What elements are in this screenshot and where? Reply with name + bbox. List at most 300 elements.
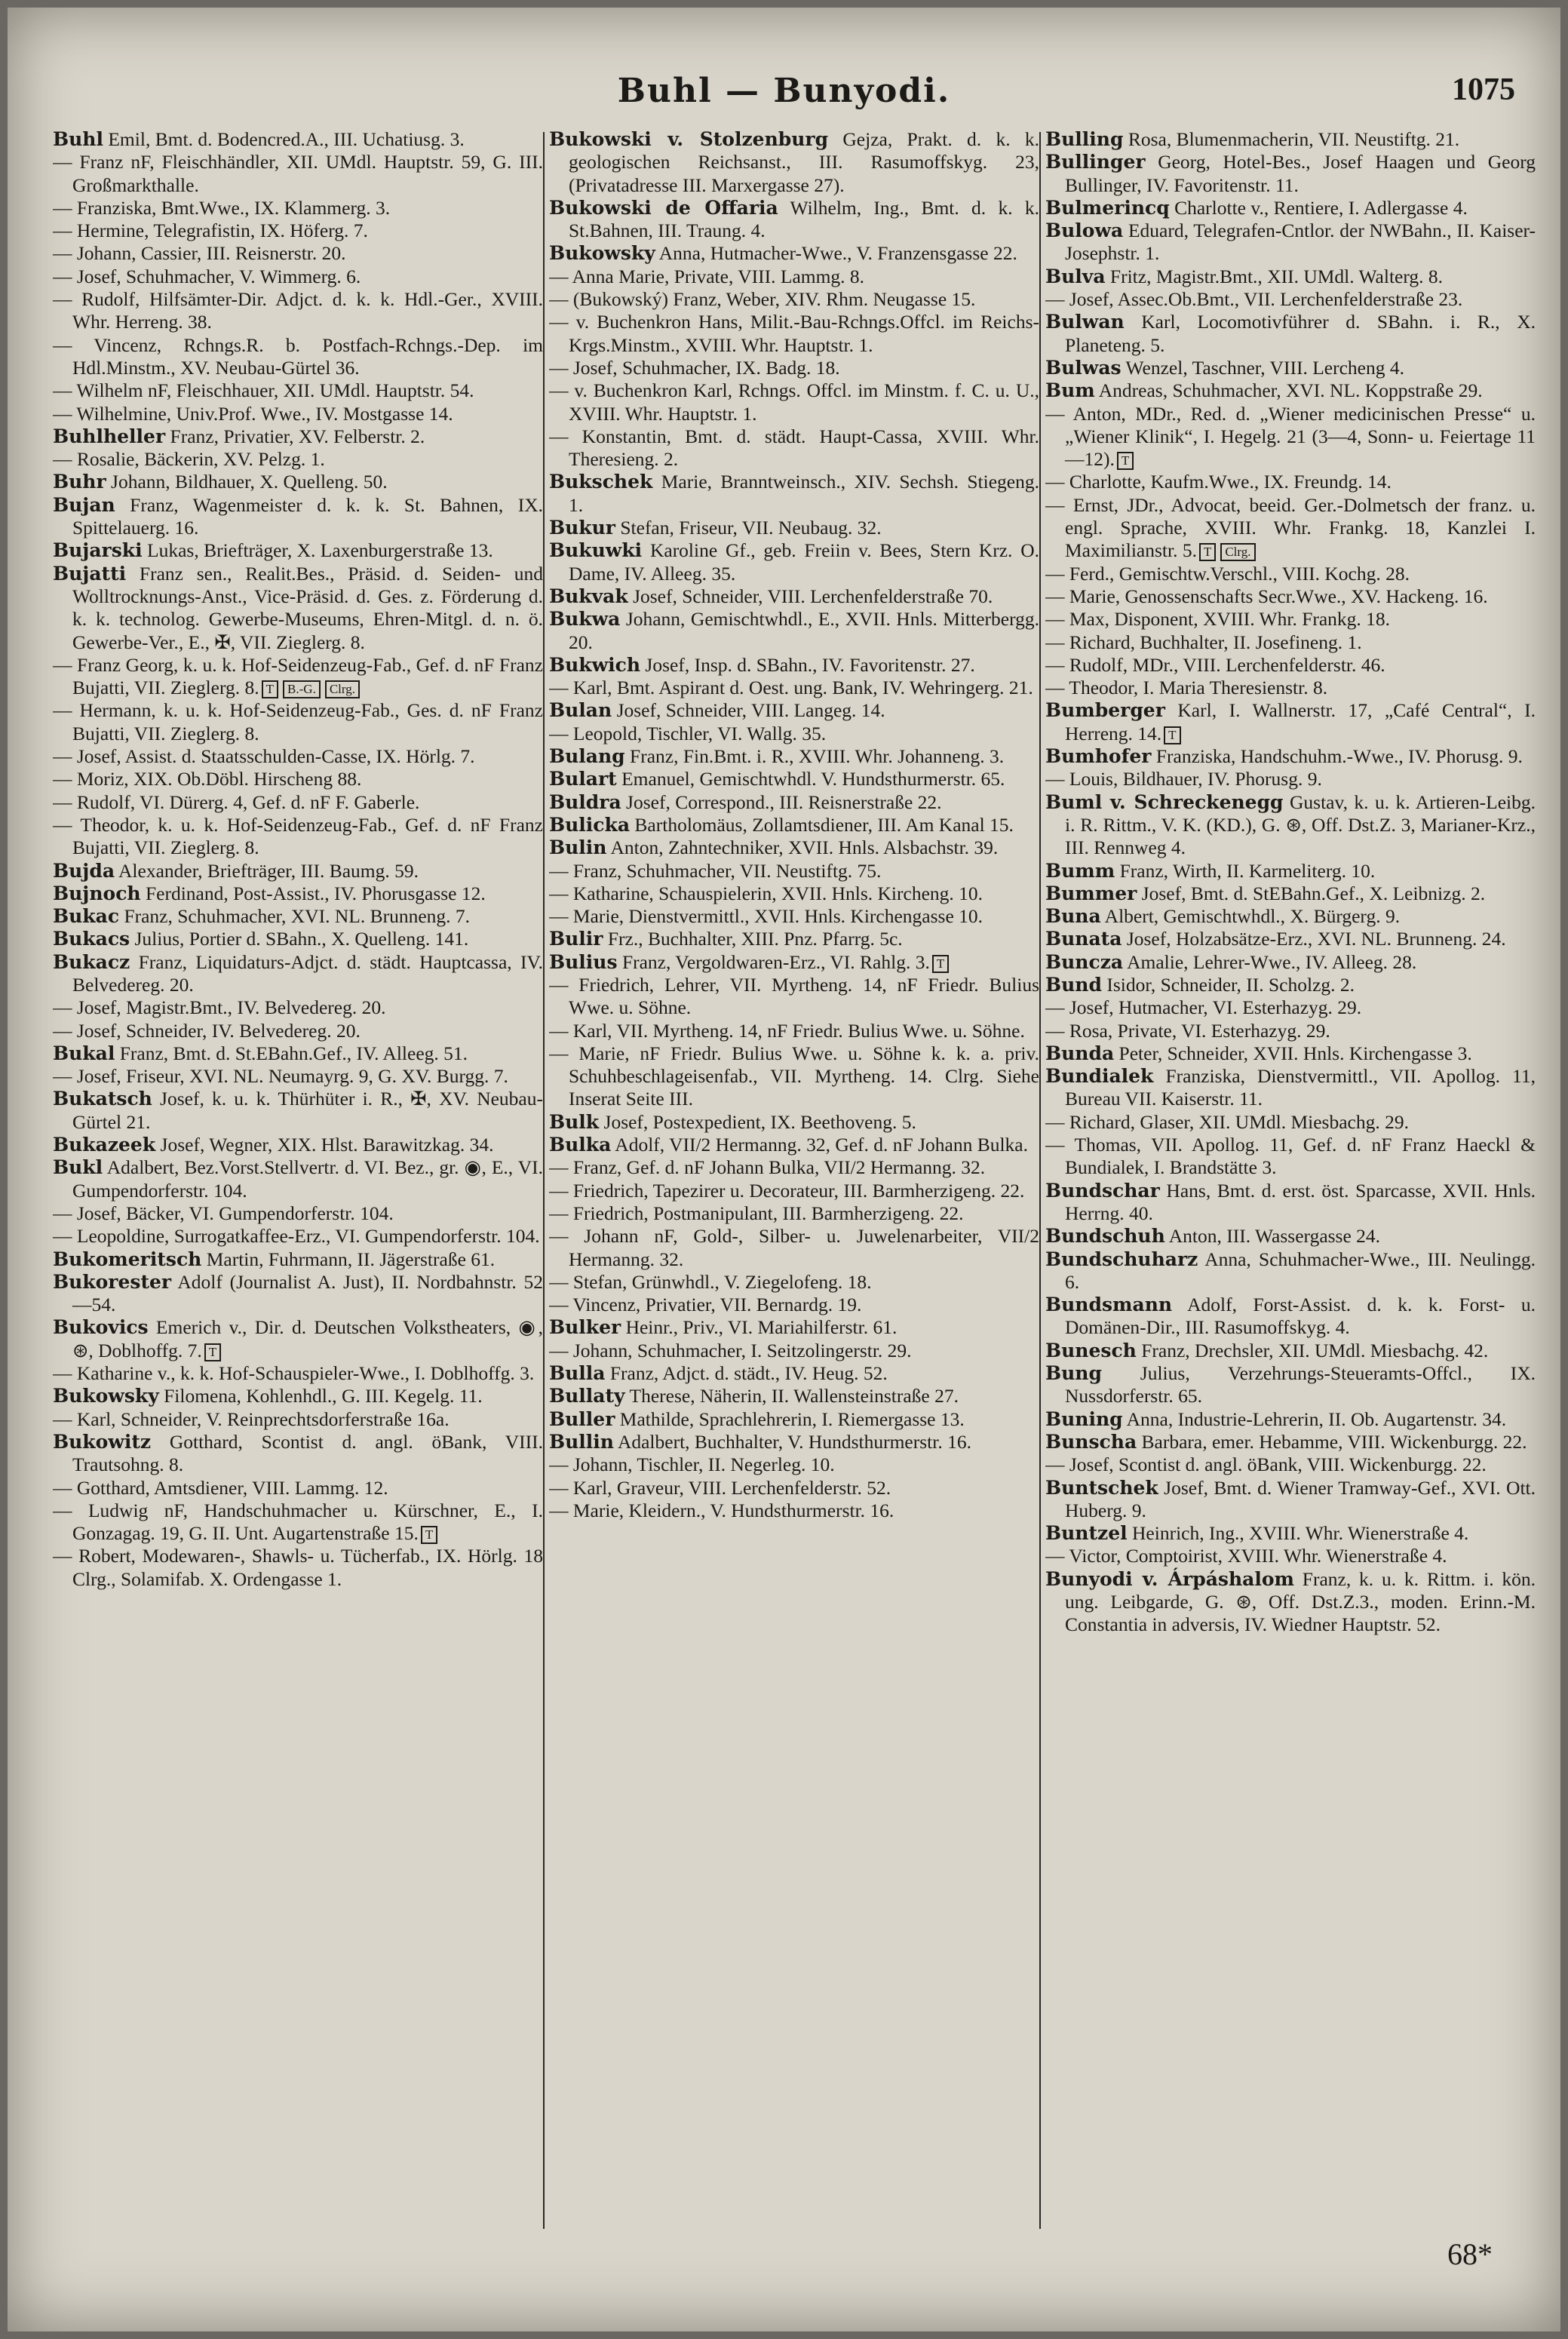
directory-entry xyxy=(549,585,1039,608)
entry-surname: Bundschuharz xyxy=(1045,1248,1198,1270)
entry-details: Josef, Bmt. d. Wiener Tramway-Gef., XVI. Ott. Huberg. 9. xyxy=(1065,1476,1536,1521)
directory-entry xyxy=(549,814,1039,836)
entry-surname: Buntzel xyxy=(1045,1522,1128,1545)
entry-details: — Josef, Hutmacher, VI. Esterhazyg. 29. xyxy=(1045,996,1362,1019)
entry-details: Josef, Insp. d. SBahn., IV. Favoritenstr. 27. xyxy=(640,653,975,676)
entry-details: Marie, Branntweinsch., XIV. Sechsh. Stiegeng. 1. xyxy=(569,471,1039,516)
entry-details: — Stefan, Grünwhdl., V. Ziegelofeng. 18. xyxy=(549,1270,872,1293)
entry-tag: T xyxy=(932,955,949,973)
entry-details: Emil, Bmt. d. Bodencred.A., III. Uchatiusg. 3. xyxy=(103,128,465,150)
entry-tag: T xyxy=(1199,543,1216,561)
entry-surname: Bukovics xyxy=(53,1316,149,1339)
page-header xyxy=(8,72,1560,124)
entry-details: Karl, Locomotivführer d. SBahn. i. R., X. Planeteng. 5. xyxy=(1065,311,1536,356)
directory-entry xyxy=(1045,128,1536,151)
entry-details: — Robert, Modewaren-, Shawls- u. Tücherfab., IX. Hörlg. 18 Clrg., Solamifab. X. Ordengasse 1. xyxy=(53,1545,543,1590)
directory-entry xyxy=(53,928,543,950)
entry-details: Franziska, Dienstvermittl., VII. Apollog. 11, Bureau VII. Kaiserstr. 11. xyxy=(1065,1065,1536,1110)
entry-details: Josef, Schneider, VIII. Langeg. 14. xyxy=(612,699,885,722)
entry-details: — Ernst, JDr., Advocat, beeid. Ger.-Dolmetsch der franz. u. engl. Sprache, XVIII. Whr. Frankg. 18, Kanzlei I. Maximilianstr. 5. xyxy=(1045,493,1536,562)
entry-surname: Bujatti xyxy=(53,562,127,585)
entry-surname: Bung xyxy=(1045,1362,1102,1385)
entry-details: — Josef, Assist. d. Staatsschulden-Casse, IX. Hörlg. 7. xyxy=(53,745,475,768)
entry-surname: Bukl xyxy=(53,1156,103,1179)
directory-entry xyxy=(549,791,1039,814)
directory-entry xyxy=(1045,608,1536,631)
entry-details: Albert, Gemischtwhdl., X. Bürgerg. 9. xyxy=(1100,905,1401,928)
entry-details: — Victor, Comptoirist, XVIII. Whr. Wienerstraße 4. xyxy=(1045,1545,1447,1567)
entry-surname: Buhlheller xyxy=(53,425,166,447)
directory-entry xyxy=(53,1385,543,1407)
directory-entry xyxy=(549,1385,1039,1407)
entry-surname: Bumberger xyxy=(1045,699,1165,722)
entry-details: Georg, Hotel-Bes., Josef Haagen und Georg Bullinger, IV. Favoritenstr. 11. xyxy=(1065,151,1536,196)
entry-details: — Richard, Glaser, XII. UMdl. Miesbachg. 29. xyxy=(1045,1110,1409,1133)
entry-surname: Bukschek xyxy=(549,471,653,493)
entry-surname: Bulmerincq xyxy=(1045,196,1170,219)
directory-entry xyxy=(53,471,543,493)
directory-entry xyxy=(1045,631,1536,654)
directory-entry xyxy=(1045,974,1536,996)
directory-entry xyxy=(549,539,1039,585)
directory-entry xyxy=(53,791,543,814)
column-rule xyxy=(1039,132,1041,2229)
entry-details: — Ludwig nF, Handschuhmacher u. Kürschner, E., I. Gonzagag. 19, G. II. Unt. Augartenstraße 15. xyxy=(53,1499,543,1545)
directory-entry xyxy=(1045,1042,1536,1065)
entry-details: Stefan, Friseur, VII. Neubaug. 32. xyxy=(615,517,882,539)
directory-entry xyxy=(1045,860,1536,882)
directory-entry xyxy=(53,1088,543,1134)
entry-details: — Rudolf, Hilfsämter-Dir. Adjct. d. k. k. Hdl.-Ger., XVIII. Whr. Herreng. 38. xyxy=(53,288,543,333)
directory-entry xyxy=(53,1134,543,1156)
entry-details: — Thomas, VII. Apollog. 11, Gef. d. nF Franz Haeckl & Bundialek, I. Brandstätte 3. xyxy=(1045,1134,1536,1179)
entry-surname: Bulin xyxy=(549,836,607,859)
entry-details: Johann, Bildhauer, X. Quelleng. 50. xyxy=(106,471,388,493)
entry-details: Franz, Wagenmeister d. k. k. St. Bahnen, IX. Spittelauerg. 16. xyxy=(72,493,543,539)
entry-details: Lukas, Briefträger, X. Laxenburgerstraße 13. xyxy=(142,539,493,562)
directory-entry xyxy=(549,1453,1039,1476)
entry-details: Franziska, Handschuhm.-Wwe., IV. Phorusg. 9. xyxy=(1151,745,1523,768)
directory-entry xyxy=(53,1156,543,1202)
entry-details: Wenzel, Taschner, VIII. Lercheng 4. xyxy=(1121,356,1404,379)
entry-surname: Bulk xyxy=(549,1110,600,1133)
directory-entry xyxy=(53,882,543,905)
entry-details: Peter, Schneider, XVII. Hnls. Kirchengasse 3. xyxy=(1114,1042,1472,1064)
entry-details: Josef, Postexpedient, IX. Beethoveng. 5. xyxy=(599,1110,916,1133)
entry-details: — Marie, Dienstvermittl., XVII. Hnls. Kirchengasse 10. xyxy=(549,905,983,928)
entry-details: — Hermann, k. u. k. Hof-Seidenzeug-Fab., Ges. d. nF Franz Bujatti, VII. Zieglerg. 8. xyxy=(53,699,543,744)
directory-entry xyxy=(549,517,1039,539)
entry-details: Anna, Industrie-Lehrerin, II. Ob. Augartenstr. 34. xyxy=(1122,1407,1507,1430)
entry-details: Franz, Bmt. d. St.EBahn.Gef., IV. Alleeg. 51. xyxy=(115,1042,468,1064)
directory-entry xyxy=(53,425,543,448)
directory-entry xyxy=(549,1316,1039,1339)
directory-entry xyxy=(549,1340,1039,1362)
entry-details: Josef, Wegner, XIX. Hlst. Barawitzkag. 34. xyxy=(155,1134,494,1156)
directory-entry xyxy=(53,219,543,242)
entry-details: Andreas, Schuhmacher, XVI. NL. Koppstraße 29. xyxy=(1094,379,1483,402)
entry-details: Heinrich, Ing., XVIII. Whr. Wienerstraße 4. xyxy=(1127,1522,1469,1545)
directory-entry xyxy=(549,357,1039,379)
directory-entry xyxy=(549,928,1039,950)
entry-surname: Bumhofer xyxy=(1045,745,1152,768)
directory-entry xyxy=(53,1065,543,1088)
directory-entry xyxy=(549,1225,1039,1271)
entry-surname: Bundschuh xyxy=(1045,1225,1165,1248)
entry-details: — Josef, Magistr.Bmt., IV. Belvedereg. 20. xyxy=(53,996,386,1019)
entry-surname: Buldra xyxy=(549,790,621,813)
page-number: 1075 xyxy=(1452,72,1515,107)
entry-details: — Wilhelmine, Univ.Prof. Wwe., IV. Mostgasse 14. xyxy=(53,402,453,425)
directory-entry xyxy=(1045,768,1536,790)
directory-entry xyxy=(53,1225,543,1248)
entry-details: — Leopold, Tischler, VI. Wallg. 35. xyxy=(549,722,827,744)
entry-details: — Josef, Schneider, IV. Belvedereg. 20. xyxy=(53,1019,361,1042)
directory-entry xyxy=(1045,151,1536,197)
entry-details: — Gotthard, Amtsdiener, VIII. Lammg. 12. xyxy=(53,1476,388,1499)
directory-entry xyxy=(1045,951,1536,974)
entry-details: — Rudolf, VI. Dürerg. 4, Gef. d. nF F. Gaberle. xyxy=(53,790,420,813)
directory-entry xyxy=(1045,699,1536,745)
entry-surname: Bujan xyxy=(53,493,115,516)
directory-entry xyxy=(53,242,543,265)
entry-surname: Buna xyxy=(1045,905,1101,928)
entry-details: Bartholomäus, Zollamtsdiener, III. Am Kanal 15. xyxy=(630,813,1014,836)
running-head: Buhl — Bunyodi. xyxy=(617,72,951,110)
directory-entry xyxy=(53,905,543,928)
entry-details: — Karl, Schneider, V. Reinprechtsdorferstraße 16a. xyxy=(53,1407,450,1430)
entry-details: Franz, k. u. k. Rittm. i. kön. ung. Leibgarde, G. ⊛, Off. Dst.Z.3., moden. Erinn.-M. Constantia in adversis, IV. Wiedner Hauptstr. 52. xyxy=(1065,1567,1536,1636)
directory-entry xyxy=(53,654,543,700)
entry-details: — Johann, Schuhmacher, I. Seitzolingerstr. 29. xyxy=(549,1339,912,1361)
entry-details: — Josef, Assec.Ob.Bmt., VII. Lerchenfelderstraße 23. xyxy=(1045,288,1463,311)
directory-entry xyxy=(549,608,1039,654)
directory-entry xyxy=(1045,1568,1536,1637)
entry-surname: Bulicka xyxy=(549,813,631,836)
entry-surname: Bukowski v. Stolzenburg xyxy=(549,128,829,150)
entry-details: Heinr., Priv., VI. Mariahilferstr. 61. xyxy=(621,1316,898,1339)
directory-entry xyxy=(549,905,1039,928)
entry-details: Franz, Vergoldwaren-Erz., VI. Rahlg. 3. xyxy=(617,950,930,973)
entry-details: Eduard, Telegrafen-Cntlor. der NWBahn., II. Kaiser-Josephstr. 1. xyxy=(1065,219,1536,265)
directory-entry xyxy=(1045,563,1536,585)
entry-details: Barbara, emer. Hebamme, VIII. Wickenburgg. 22. xyxy=(1137,1430,1527,1453)
directory-entry xyxy=(53,860,543,882)
directory-entry xyxy=(549,1202,1039,1225)
entry-details: — Marie, Genossenschafts Secr.Wwe., XV. Hackeng. 16. xyxy=(1045,585,1488,607)
entry-surname: Bunscha xyxy=(1045,1430,1137,1453)
directory-entry xyxy=(53,1408,543,1431)
entry-details: — Louis, Bildhauer, IV. Phorusg. 9. xyxy=(1045,768,1322,790)
entry-surname: Bulwan xyxy=(1045,311,1125,333)
directory-entry xyxy=(53,951,543,997)
entry-details: Alexander, Briefträger, III. Baumg. 59. xyxy=(115,859,419,882)
entry-details: Franz sen., Realit.Bes., Präsid. d. Seiden- und Wolltrocknungs-Anst., Vice-Präsid. d. Ges. z. Förderung d. k. k. technolog. Gewerbe-Museums, Ehren-Mitgl. d. n. ö. Gewerbe-Ver., E., ✠, VII. Zieglerg. 8. xyxy=(72,562,543,653)
entry-surname: Bukwa xyxy=(549,608,621,631)
entry-details: — Theodor, k. u. k. Hof-Seidenzeug-Fab., Gef. d. nF Franz Bujatti, VII. Zieglerg. 8. xyxy=(53,813,543,859)
directory-entry xyxy=(1045,1453,1536,1476)
directory-entry xyxy=(549,677,1039,699)
directory-entry xyxy=(53,814,543,860)
directory-entry xyxy=(549,266,1039,288)
entry-surname: Buml v. Schreckenegg xyxy=(1045,790,1284,813)
entry-details: Frz., Buchhalter, XIII. Pnz. Pfarrg. 5c. xyxy=(603,928,903,950)
directory-entry xyxy=(53,334,543,380)
entry-surname: Bulva xyxy=(1045,265,1106,287)
entry-details: Karl, I. Wallnerstr. 17, „Café Central“, I. Herreng. 14. xyxy=(1065,699,1536,744)
entry-details: — Katharine, Schauspielerin, XVII. Hnls. Kircheng. 10. xyxy=(549,882,983,904)
entry-details: — v. Buchenkron Hans, Milit.-Bau-Rchngs.Offcl. im Reichs-Krgs.Minstm., XVIII. Whr. Hauptstr. 1. xyxy=(549,311,1039,356)
directory-entry xyxy=(53,996,543,1019)
entry-details: Martin, Fuhrmann, II. Jägerstraße 61. xyxy=(201,1248,496,1270)
directory-entry xyxy=(549,1042,1039,1111)
entry-surname: Buhl xyxy=(53,128,103,150)
entry-details: Isidor, Schneider, II. Scholzg. 2. xyxy=(1101,973,1355,996)
entry-surname: Bujda xyxy=(53,859,115,882)
directory-entry xyxy=(1045,379,1536,402)
directory-entry xyxy=(1045,1065,1536,1111)
entry-details: — Franz, Gef. d. nF Johann Bulka, VII/2 Hermanng. 32. xyxy=(549,1156,986,1179)
entry-details: Anton, Zahntechniker, XVII. Hnls. Alsbachstr. 39. xyxy=(606,836,999,859)
directory-entry xyxy=(1045,1408,1536,1431)
entry-details: Josef, Schneider, VIII. Lerchenfelderstraße 70. xyxy=(628,585,993,607)
directory-entry xyxy=(549,1408,1039,1431)
entry-tag: T xyxy=(1117,452,1134,470)
directory-column-3 xyxy=(1045,128,1536,2233)
entry-details: Karoline Gf., geb. Freiin v. Bees, Stern Krz. O. Dame, IV. Alleeg. 35. xyxy=(569,539,1039,585)
directory-entry xyxy=(1045,1431,1536,1453)
entry-details: — Johann, Tischler, II. Negerleg. 10. xyxy=(549,1453,835,1476)
directory-entry xyxy=(53,1271,543,1317)
entry-surname: Bukwich xyxy=(549,653,641,676)
directory-entry xyxy=(549,974,1039,1020)
directory-entry xyxy=(549,379,1039,425)
directory-entry xyxy=(549,311,1039,357)
entry-details: Franz, Liquidaturs-Adjct. d. städt. Hauptcassa, IV. Belvedereg. 20. xyxy=(72,950,543,996)
entry-details: — Franz Georg, k. u. k. Hof-Seidenzeug-Fab., Gef. d. nF Franz Bujatti, VII. Zieglerg. 8. xyxy=(53,653,543,699)
directory-entry xyxy=(549,1180,1039,1202)
directory-entry xyxy=(53,197,543,219)
entry-details: Anna, Hutmacher-Wwe., V. Franzensgasse 22. xyxy=(655,242,1017,265)
directory-entry xyxy=(549,471,1039,517)
entry-details: — Johann, Cassier, III. Reisnerstr. 20. xyxy=(53,242,346,265)
directory-entry xyxy=(549,745,1039,768)
directory-entry xyxy=(1045,311,1536,357)
entry-details: Adolf, Forst-Assist. d. k. k. Forst- u. Domänen-Dir., III. Rasumoffskyg. 4. xyxy=(1065,1294,1536,1339)
entry-surname: Bumm xyxy=(1045,859,1115,882)
entry-surname: Bukomeritsch xyxy=(53,1248,202,1270)
entry-surname: Bundschar xyxy=(1045,1179,1160,1202)
entry-tag: T xyxy=(262,680,278,698)
entry-details: Ferdinand, Post-Assist., IV. Phorusgasse 12. xyxy=(140,882,486,904)
entry-details: — Marie, Kleidern., V. Hundsthurmerstr. 16. xyxy=(549,1499,894,1521)
directory-entry xyxy=(53,768,543,790)
directory-entry xyxy=(1045,585,1536,608)
entry-surname: Bundialek xyxy=(1045,1065,1154,1088)
entry-details: — Rudolf, MDr., VIII. Lerchenfelderstr. 46. xyxy=(1045,653,1385,676)
entry-surname: Bunda xyxy=(1045,1042,1115,1064)
entry-surname: Bulker xyxy=(549,1316,621,1339)
entry-details: — Konstantin, Bmt. d. städt. Haupt-Cassa, XVIII. Whr. Theresieng. 2. xyxy=(549,425,1039,471)
entry-details: Franz, Privatier, XV. Felberstr. 2. xyxy=(165,425,425,447)
directory-entry xyxy=(549,951,1039,974)
entry-tag: Clrg. xyxy=(1220,543,1255,561)
directory-entry xyxy=(1045,1111,1536,1134)
directory-entry xyxy=(53,128,543,151)
entry-details: — Franziska, Bmt.Wwe., IX. Klammerg. 3. xyxy=(53,196,391,219)
entry-tag: T xyxy=(1164,726,1180,744)
entry-tag: T xyxy=(204,1343,221,1361)
entry-details: Gotthard, Scontist d. angl. öBank, VIII. Trautsohng. 8. xyxy=(72,1430,543,1476)
entry-details: — Friedrich, Lehrer, VII. Myrtheng. 14, nF Friedr. Bulius Wwe. u. Söhne. xyxy=(549,973,1039,1019)
directory-entry xyxy=(549,425,1039,471)
entry-surname: Bulwas xyxy=(1045,356,1122,379)
entry-surname: Bunesch xyxy=(1045,1339,1137,1361)
entry-tag: B.-G. xyxy=(283,680,321,698)
entry-surname: Bulling xyxy=(1045,128,1124,150)
directory-entry xyxy=(53,1202,543,1225)
entry-surname: Bummer xyxy=(1045,882,1137,904)
entry-surname: Bulius xyxy=(549,950,618,973)
entry-details: — Richard, Buchhalter, II. Josefineng. 1. xyxy=(1045,631,1362,653)
directory-entry xyxy=(1045,1362,1536,1408)
entry-details: — Katharine v., k. k. Hof-Schauspieler-Wwe., I. Doblhoffg. 3. xyxy=(53,1362,535,1385)
entry-details: Hans, Bmt. d. erst. öst. Sparcasse, XVII. Hnls. Herrng. 40. xyxy=(1065,1179,1536,1224)
directory-entry xyxy=(549,1294,1039,1316)
entry-details: Adalbert, Bez.Vorst.Stellvertr. d. VI. Bez., gr. ◉, E., VI. Gumpendorferstr. 104. xyxy=(72,1156,543,1202)
entry-details: Franz, Adjct. d. städt., IV. Heug. 52. xyxy=(605,1362,888,1385)
directory-entry xyxy=(53,494,543,540)
directory-entry xyxy=(549,1134,1039,1156)
entry-surname: Bukowitz xyxy=(53,1430,152,1453)
entry-details: — Anton, MDr., Red. d. „Wiener medicinischen Presse“ u. „Wiener Klinik“, I. Hegelg. 21 (3—4, Sonn- u. Feiertage 11—12). xyxy=(1045,402,1536,471)
directory-entry xyxy=(53,1042,543,1065)
entry-surname: Bukorester xyxy=(53,1270,172,1293)
directory-entry xyxy=(549,882,1039,905)
directory-entry xyxy=(1045,928,1536,950)
directory-entry xyxy=(549,1477,1039,1499)
entry-details: Adolf, VII/2 Hermanng. 32, Gef. d. nF Johann Bulka. xyxy=(611,1134,1028,1156)
entry-surname: Bulla xyxy=(549,1362,606,1385)
entry-surname: Bukowsky xyxy=(549,242,655,265)
entry-details: Franz, Drechsler, XII. UMdl. Miesbachg. 42. xyxy=(1136,1339,1489,1361)
entry-surname: Bundsmann xyxy=(1045,1294,1173,1316)
directory-entry xyxy=(1045,1477,1536,1523)
entry-details: — Charlotte, Kaufm.Wwe., IX. Freundg. 14. xyxy=(1045,471,1392,493)
entry-surname: Buncza xyxy=(1045,950,1124,973)
entry-surname: Buhr xyxy=(53,471,106,493)
directory-entry xyxy=(53,745,543,768)
directory-entry xyxy=(53,151,543,197)
directory-entry xyxy=(53,288,543,334)
entry-details: — Marie, nF Friedr. Bulius Wwe. u. Söhne k. k. a. priv. Schuhbeschlageisenfab., VII. Myrtheng. 14. Clrg. Siehe Inserat Seite III. xyxy=(549,1042,1039,1110)
directory-entry xyxy=(1045,1248,1536,1294)
entry-details: — Franz, Schuhmacher, VII. Neustiftg. 75. xyxy=(549,859,882,882)
entry-details: Anna, Schuhmacher-Wwe., III. Neulingg. 6. xyxy=(1065,1248,1536,1293)
entry-details: — Moriz, XIX. Ob.Döbl. Hirscheng 88. xyxy=(53,768,362,790)
entry-details: Filomena, Kohlenhdl., G. III. Kegelg. 11. xyxy=(158,1385,483,1407)
directory-entry xyxy=(1045,266,1536,288)
entry-details: Adalbert, Buchhalter, V. Hundsthurmerstr. 16. xyxy=(613,1430,971,1453)
entry-details: — Vincenz, Privatier, VII. Bernardg. 19. xyxy=(549,1294,862,1316)
entry-surname: Bulir xyxy=(549,928,603,950)
directory-entry xyxy=(1045,219,1536,266)
entry-details: — Theodor, I. Maria Theresienstr. 8. xyxy=(1045,677,1328,699)
directory-entry xyxy=(53,699,543,745)
directory-entry xyxy=(1045,745,1536,768)
entry-details: — Karl, Graveur, VIII. Lerchenfelderstr. 52. xyxy=(549,1476,891,1499)
entry-tag: T xyxy=(421,1526,437,1544)
entry-surname: Bund xyxy=(1045,973,1102,996)
directory-entry xyxy=(1045,471,1536,493)
entry-surname: Bullinger xyxy=(1045,151,1146,173)
entry-details: Franz, Wirth, II. Karmeliterg. 10. xyxy=(1115,859,1376,882)
entry-details: Emerich v., Dir. d. Deutschen Volkstheaters, ◉, ⊛, Doblhoffg. 7. xyxy=(72,1316,543,1361)
column-rule xyxy=(543,132,545,2229)
directory-entry xyxy=(53,266,543,288)
entry-details: — Josef, Bäcker, VI. Gumpendorferstr. 104. xyxy=(53,1202,394,1224)
signature-mark: 68* xyxy=(1447,2237,1493,2271)
entry-details: — Rosalie, Bäckerin, XV. Pelzg. 1. xyxy=(53,448,325,471)
entry-surname: Bullin xyxy=(549,1430,614,1453)
directory-entry xyxy=(53,1477,543,1499)
directory-column-1 xyxy=(53,128,543,2233)
entry-details: — Josef, Schuhmacher, V. Wimmerg. 6. xyxy=(53,265,361,287)
directory-entry xyxy=(1045,654,1536,677)
entry-surname: Bukowski de Offaria xyxy=(549,196,778,219)
entry-details: — v. Buchenkron Karl, Rchngs. Offcl. im Minstm. f. C. u. U., XVIII. Whr. Hauptstr. 1. xyxy=(549,379,1039,425)
entry-details: — Max, Disponent, XVIII. Whr. Frankg. 18. xyxy=(1045,608,1391,631)
entry-details: Josef, Correspond., III. Reisnerstraße 22. xyxy=(621,790,942,813)
entry-surname: Bullaty xyxy=(549,1385,625,1407)
directory-entry xyxy=(1045,1225,1536,1248)
entry-details: — Wilhelm nF, Fleischhauer, XII. UMdl. Hauptstr. 54. xyxy=(53,379,474,402)
directory-entry xyxy=(1045,677,1536,699)
entry-surname: Bukowsky xyxy=(53,1385,159,1407)
entry-details: Charlotte v., Rentiere, I. Adlergasse 4. xyxy=(1169,196,1468,219)
entry-details: Franz, Schuhmacher, XVI. NL. Brunneng. 7. xyxy=(119,905,471,928)
directory-entry xyxy=(1045,357,1536,379)
directory-entry xyxy=(549,1020,1039,1042)
directory-entry xyxy=(53,563,543,654)
directory-entry xyxy=(549,860,1039,882)
directory-entry xyxy=(549,288,1039,311)
entry-surname: Bum xyxy=(1045,379,1095,402)
entry-surname: Bunyodi v. Árpáshalom xyxy=(1045,1567,1294,1590)
entry-surname: Bukac xyxy=(53,905,120,928)
directory-entry xyxy=(549,1362,1039,1385)
entry-surname: Bukacs xyxy=(53,928,130,950)
entry-details: Rosa, Blumenmacherin, VII. Neustiftg. 21. xyxy=(1123,128,1460,150)
entry-details: Julius, Portier d. SBahn., X. Quelleng. 141. xyxy=(130,928,469,950)
directory-entry xyxy=(1045,1545,1536,1567)
entry-surname: Bukatsch xyxy=(53,1088,152,1110)
entry-tag: Clrg. xyxy=(325,680,360,698)
entry-details: Fritz, Magistr.Bmt., XII. UMdl. Walterg. 8. xyxy=(1105,265,1444,287)
directory-entry xyxy=(1045,1294,1536,1340)
directory-entry xyxy=(1045,403,1536,471)
entry-details: — Friedrich, Tapezirer u. Decorateur, III. Barmherzigeng. 22. xyxy=(549,1179,1025,1202)
directory-entry xyxy=(53,448,543,471)
entry-surname: Bukur xyxy=(549,517,615,539)
entry-surname: Bulka xyxy=(549,1134,612,1156)
directory-entry xyxy=(549,197,1039,243)
directory-entry xyxy=(1045,1340,1536,1362)
directory-entry xyxy=(53,1248,543,1271)
entry-details: Josef, Bmt. d. StEBahn.Gef., X. Leibnizg. 2. xyxy=(1137,882,1486,904)
directory-page xyxy=(8,8,1560,2331)
entry-details: — Josef, Schuhmacher, IX. Badg. 18. xyxy=(549,356,840,379)
